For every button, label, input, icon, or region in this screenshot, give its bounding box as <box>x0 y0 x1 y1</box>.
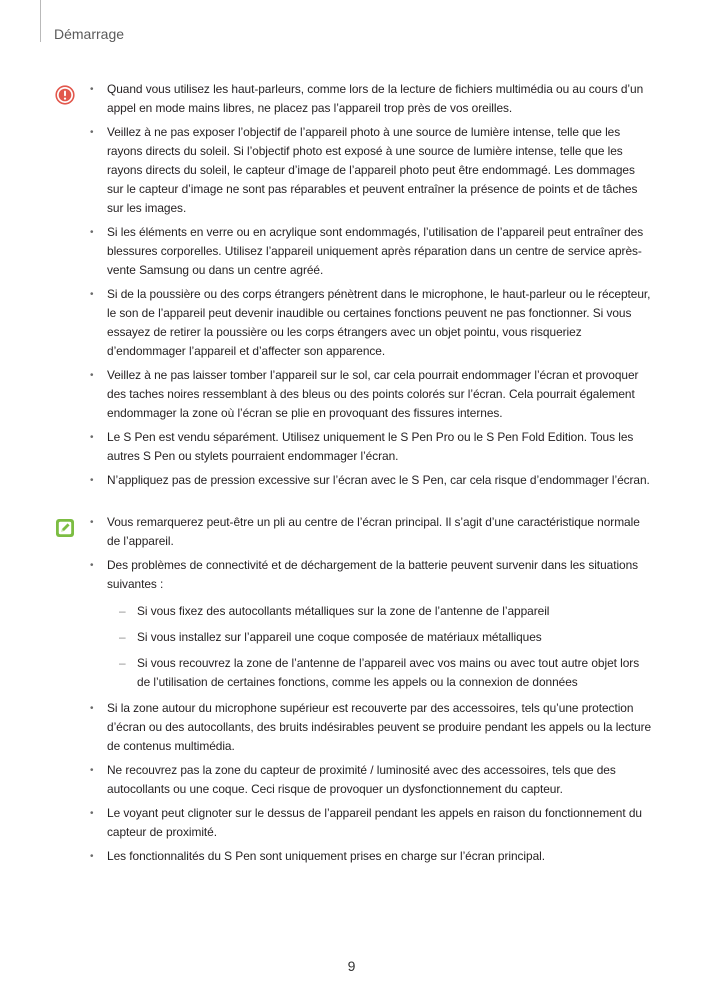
note-sub-item: – Si vous fixez des autocollants métalliques sur la zone de l’antenne de l’appareil <box>137 602 652 621</box>
caution-item: • Si les éléments en verre ou en acrylique sont endommagés, l’utilisation de l’appareil peut entraîner des blessures corporelles. Utilisez l’appareil uniquement après réparation dans un centre de service après-vente Samsung ou dans un centre agréé. <box>107 223 652 280</box>
caution-block <box>0 80 703 495</box>
note-list <box>0 513 652 866</box>
page-number: 9 <box>347 958 356 974</box>
caution-item: • N’appliquez pas de pression excessive sur l’écran avec le S Pen, car cela risque d’endommager l’écran. <box>107 471 652 490</box>
caution-exclamation-icon <box>55 85 75 105</box>
note-pencil-icon <box>55 518 75 538</box>
caution-item: • Le S Pen est vendu séparément. Utilisez uniquement le S Pen Pro ou le S Pen Fold Edition. Tous les autres S Pen ou stylets pourraient endommager l’écran. <box>107 428 652 466</box>
note-item: • Ne recouvrez pas la zone du capteur de proximité / luminosité avec des accessoires, tels que des autocollants ou une coque. Ceci risque de provoquer un dysfonctionnement du capteur. <box>107 761 652 799</box>
caution-item: • Si de la poussière ou des corps étrangers pénètrent dans le microphone, le haut-parleur ou le récepteur, le son de l’appareil peut devenir inaudible ou certaines fonctions peuvent ne pas fonctionner. Si vous essayez de retirer la poussière ou les corps étrangers avec un objet pointu, vous risqueriez d’endommager l’appareil et d’affecter son apparence. <box>107 285 652 361</box>
note-item: • Si la zone autour du microphone supérieur est recouverte par des accessoires, tels qu’une protection d’écran ou des autocollants, des bruits indésirables peuvent se produire pendant les appels ou la lecture de contenus multimédia. <box>107 699 652 756</box>
note-item: • Le voyant peut clignoter sur le dessus de l’appareil pendant les appels en raison du fonctionnement du capteur de proximité. <box>107 804 652 842</box>
note-sub-list <box>107 602 652 692</box>
caution-list <box>0 80 652 490</box>
caution-item: • Veillez à ne pas exposer l’objectif de l’appareil photo à une source de lumière intense, telle que les rayons directs du soleil. Si l’objectif photo est exposé à une source de lumière intense, telle que les rayons directs du soleil, le capteur d’image de l’appareil photo peut être endommagé. Les dommages sur le capteur d’image ne sont pas réparables et peuvent entraîner la présence de points et de tâches sur les images. <box>107 123 652 218</box>
note-block <box>0 513 703 871</box>
header-rule <box>40 0 41 42</box>
caution-item: • Quand vous utilisez les haut-parleurs, comme lors de la lecture de fichiers multimédia ou au cours d’un appel en mode mains libres, ne placez pas l’appareil trop près de vos oreilles. <box>107 80 652 118</box>
note-item: • Vous remarquerez peut-être un pli au centre de l’écran principal. Il s’agit d’une caractéristique normale de l’appareil. <box>107 513 652 551</box>
note-sub-item: – Si vous installez sur l’appareil une coque composée de matériaux métalliques <box>137 628 652 647</box>
caution-item: • Veillez à ne pas laisser tomber l’appareil sur le sol, car cela pourrait endommager l’écran et provoquer des taches noires ressemblant à des bleus ou des points colorés sur l’écran. Cela pourrait également endommager la zone où l’écran se plie en provoquant des fissures internes. <box>107 366 652 423</box>
section-title: Démarrage <box>54 26 125 42</box>
note-item-text: Des problèmes de connectivité et de déchargement de la batterie peuvent survenir dans les situations suivantes : <box>107 558 639 591</box>
note-item <box>107 556 652 692</box>
note-item: • Les fonctionnalités du S Pen sont uniquement prises en charge sur l’écran principal. <box>107 847 652 866</box>
note-sub-item: – Si vous recouvrez la zone de l’antenne de l’appareil avec vos mains ou avec tout autre objet lors de l’utilisation de certaines fonctions, comme les appels ou la connexion de données <box>137 654 652 692</box>
